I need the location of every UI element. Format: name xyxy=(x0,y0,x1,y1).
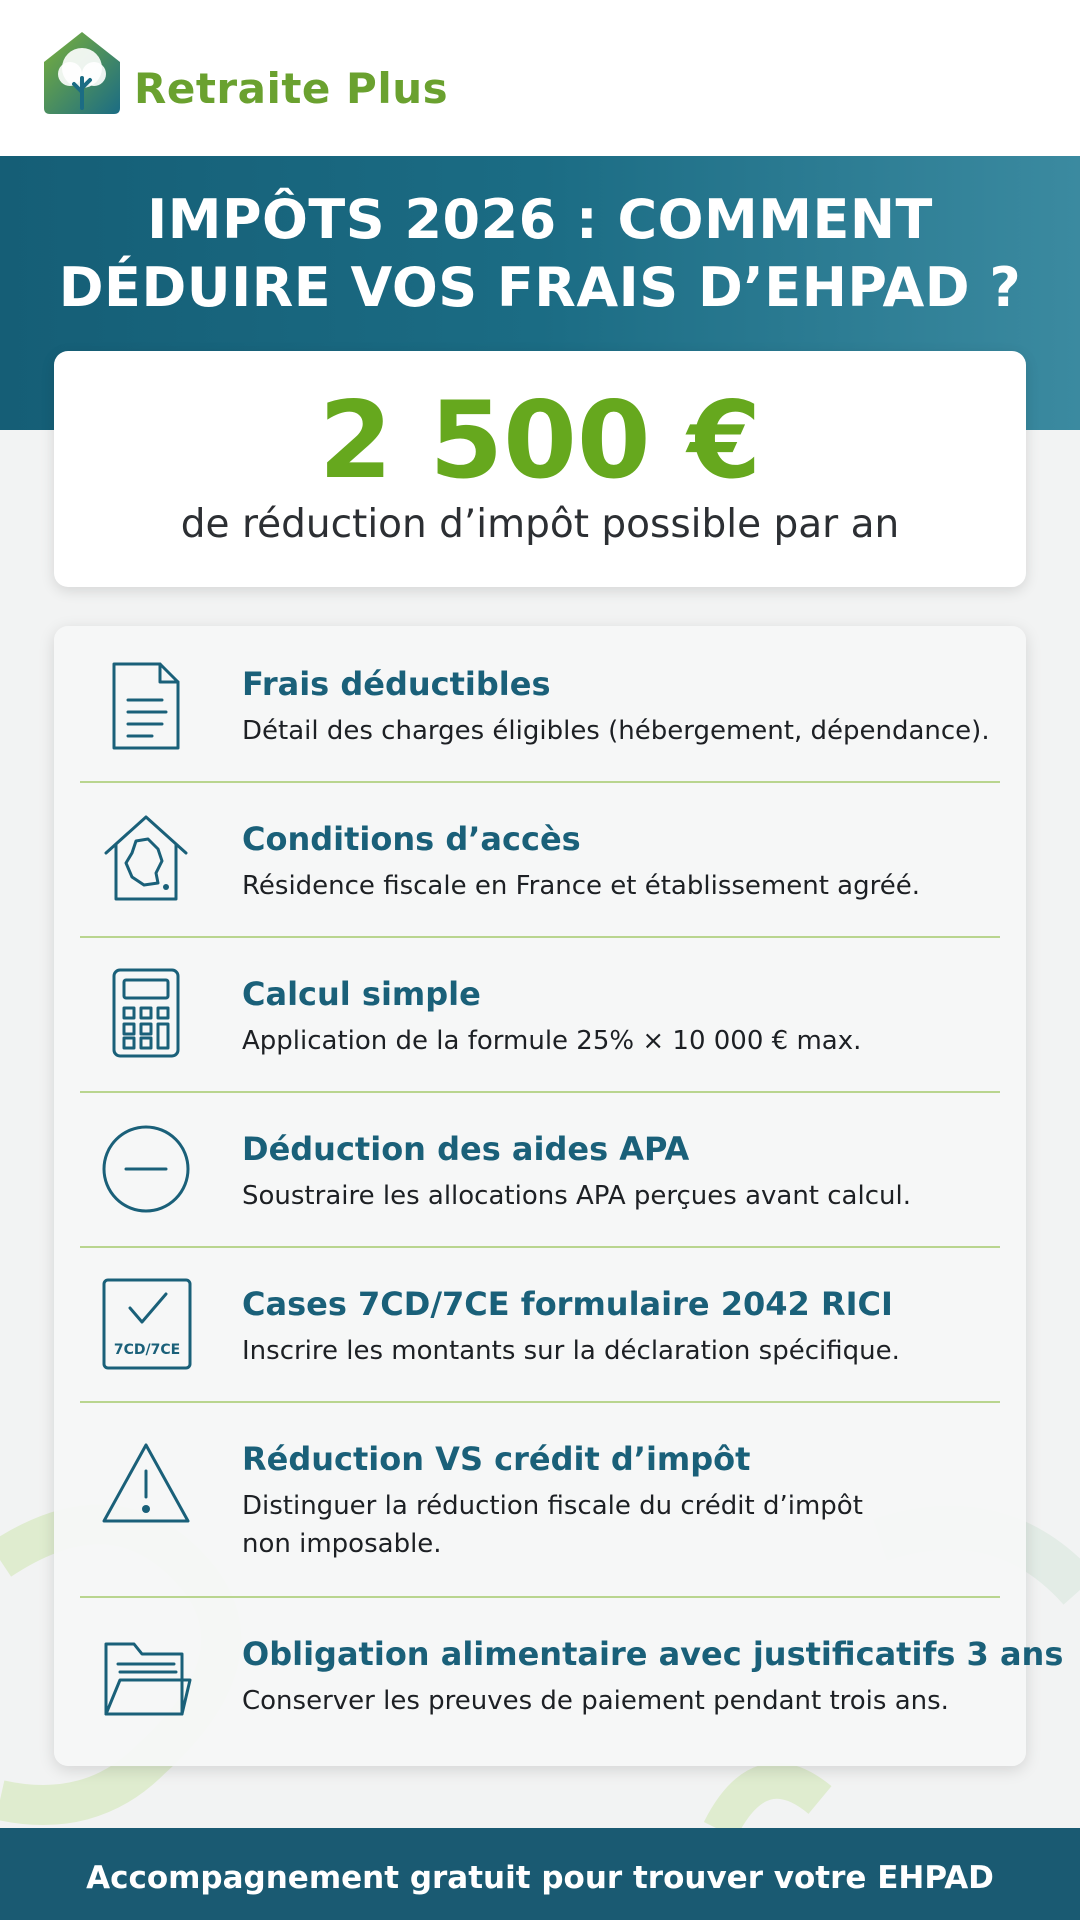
item-title: Déduction des aides APA xyxy=(242,1130,690,1168)
item-description: Conserver les preuves de paiement pendant trois ans. xyxy=(242,1686,949,1716)
footer-cta-text: Accompagnement gratuit pour trouver votre EHPAD xyxy=(86,1860,994,1896)
title-line-2: DÉDUIRE VOS FRAIS D’EHPAD ? xyxy=(58,256,1022,319)
calculator-icon xyxy=(100,962,192,1062)
item-description: Application de la formule 25% × 10 000 € max. xyxy=(242,1026,862,1056)
warning-triangle-icon xyxy=(100,1435,192,1535)
item-title: Frais déductibles xyxy=(242,665,551,703)
info-list-card xyxy=(54,626,1064,1766)
document-icon xyxy=(100,656,192,756)
house-france-icon xyxy=(100,807,192,907)
form-code-label: 7CD/7CE xyxy=(113,1342,181,1358)
divider xyxy=(80,1596,1000,1598)
item-description: Distinguer la réduction fiscale du crédit d’impôt non imposable. xyxy=(242,1491,863,1559)
item-description: Détail des charges éligibles (hébergement, dépendance). xyxy=(242,716,990,746)
item-description: Soustraire les allocations APA perçues avant calcul. xyxy=(242,1181,911,1211)
divider xyxy=(80,1091,1000,1093)
divider xyxy=(80,1401,1000,1403)
tree-logo-icon xyxy=(40,28,124,118)
item-title: Obligation alimentaire avec justificatifs 3 ans xyxy=(242,1635,1064,1673)
amount-card xyxy=(54,351,1026,587)
item-description: Résidence fiscale en France et établissement agréé. xyxy=(242,871,920,901)
divider xyxy=(80,1246,1000,1248)
item-description: Inscrire les montants sur la déclaration spécifique. xyxy=(242,1336,900,1366)
brand-name: Retraite Plus xyxy=(134,64,449,113)
item-title: Calcul simple xyxy=(242,975,481,1013)
amount-value: 2 500 € xyxy=(318,379,762,502)
divider xyxy=(80,781,1000,783)
folder-icon xyxy=(100,1626,192,1726)
page-title xyxy=(0,186,1080,322)
item-title: Conditions d’accès xyxy=(242,820,581,858)
item-title: Réduction VS crédit d’impôt xyxy=(242,1440,751,1478)
title-line-1: IMPÔTS 2026 : COMMENT xyxy=(147,188,933,251)
divider xyxy=(80,936,1000,938)
item-title: Cases 7CD/7CE formulaire 2042 RICI xyxy=(242,1285,893,1323)
minus-circle-icon xyxy=(100,1119,192,1219)
amount-caption: de réduction d’impôt possible par an xyxy=(180,502,900,547)
checkbox-form-icon xyxy=(100,1274,192,1374)
